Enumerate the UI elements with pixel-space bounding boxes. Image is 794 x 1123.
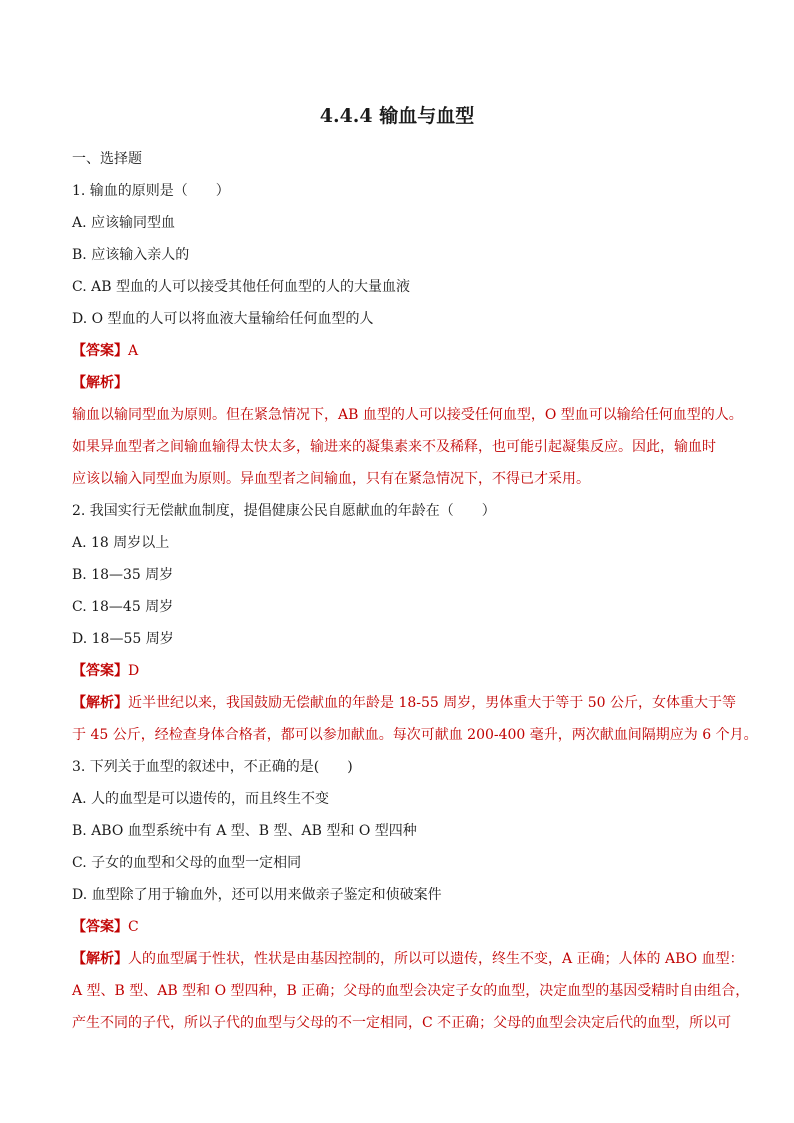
q2-option-b: B. 18—35 周岁: [72, 567, 174, 583]
answer-label: 【答案】: [72, 919, 128, 935]
answer-label: 【答案】: [72, 663, 128, 679]
analysis-label: 【解析】: [72, 375, 128, 391]
q2-option-a: A. 18 周岁以上: [72, 535, 170, 551]
q1-analysis: [72, 399, 743, 495]
q3-option-a: A. 人的血型是可以遗传的，而且终生不变: [72, 791, 330, 807]
question-1-stem: 1. 输血的原则是（ ）: [72, 183, 230, 199]
analysis-line: [72, 687, 736, 719]
analysis-line: 产生不同的子代，所以子代的血型与父母的不一定相同，C 不正确；父母的血型会决定后代的血型，所以可: [72, 1015, 732, 1031]
q3-option-d: D. 血型除了用于输血外，还可以用来做亲子鉴定和侦破案件: [72, 887, 442, 903]
q2-option-c: C. 18—45 周岁: [72, 599, 174, 615]
analysis-line: 如果异血型者之间输血输得太快太多，输进来的凝集素来不及稀释，也可能引起凝集反应。因此，输血时: [72, 439, 716, 455]
analysis-line: 输血以输同型血为原则。但在紧急情况下，AB 血型的人可以接受任何血型，O 型血可以输给任何血型的人。: [72, 407, 743, 423]
q3-option-c: C. 子女的血型和父母的血型一定相同: [72, 855, 302, 871]
analysis-text: 人的血型属于性状，性状是由基因控制的，所以可以遗传，终生不变，A 正确；人体的 ABO 血型：: [128, 951, 744, 967]
answer-value: A: [128, 343, 139, 359]
q2-analysis: [72, 687, 758, 751]
analysis-line: 于 45 公斤，经检查身体合格者，都可以参加献血。每次可献血 200-400 毫升，两次献血间隔期应为 6 个月。: [72, 727, 758, 743]
q3-option-b: B. ABO 血型系统中有 A 型、B 型、AB 型和 O 型四种: [72, 823, 417, 839]
q1-answer: [72, 335, 726, 367]
page-title: 4.4.4 输血与血型: [319, 105, 475, 127]
answer-value: D: [128, 663, 140, 679]
q2-answer: [72, 655, 726, 687]
analysis-label: 【解析】: [72, 951, 128, 967]
q1-option-a: A. 应该输同型血: [72, 215, 176, 231]
analysis-label: 【解析】: [72, 695, 128, 711]
analysis-line: 应该以输入同型血为原则。异血型者之间输血，只有在紧急情况下，不得已才采用。: [72, 471, 590, 487]
q1-option-b: B. 应该输入亲人的: [72, 247, 190, 263]
q1-analysis-label: [72, 367, 726, 399]
content: [72, 143, 758, 1039]
q3-answer: [72, 911, 726, 943]
answer-value: C: [128, 919, 139, 935]
question-3-stem: 3. 下列关于血型的叙述中，不正确的是( ): [72, 759, 353, 775]
q1-option-c: C. AB 型血的人可以接受其他任何血型的人的大量血液: [72, 279, 410, 295]
q3-analysis: [72, 943, 750, 1039]
section-heading: 一、选择题: [72, 151, 142, 167]
answer-label: 【答案】: [72, 343, 128, 359]
question-2-stem: 2. 我国实行无偿献血制度，提倡健康公民自愿献血的年龄在（ ）: [72, 503, 496, 519]
analysis-line: [72, 943, 744, 975]
analysis-text: 近半世纪以来，我国鼓励无偿献血的年龄是 18-55 周岁，男体重大于等于 50 公斤，女体重大于等: [128, 695, 736, 711]
q1-option-d: D. O 型血的人可以将血液大量输给任何血型的人: [72, 311, 374, 327]
q2-option-d: D. 18—55 周岁: [72, 631, 174, 647]
analysis-line: A 型、B 型、AB 型和 O 型四种，B 正确；父母的血型会决定子女的血型，决定血型的基因受精时自由组合，: [72, 983, 750, 999]
